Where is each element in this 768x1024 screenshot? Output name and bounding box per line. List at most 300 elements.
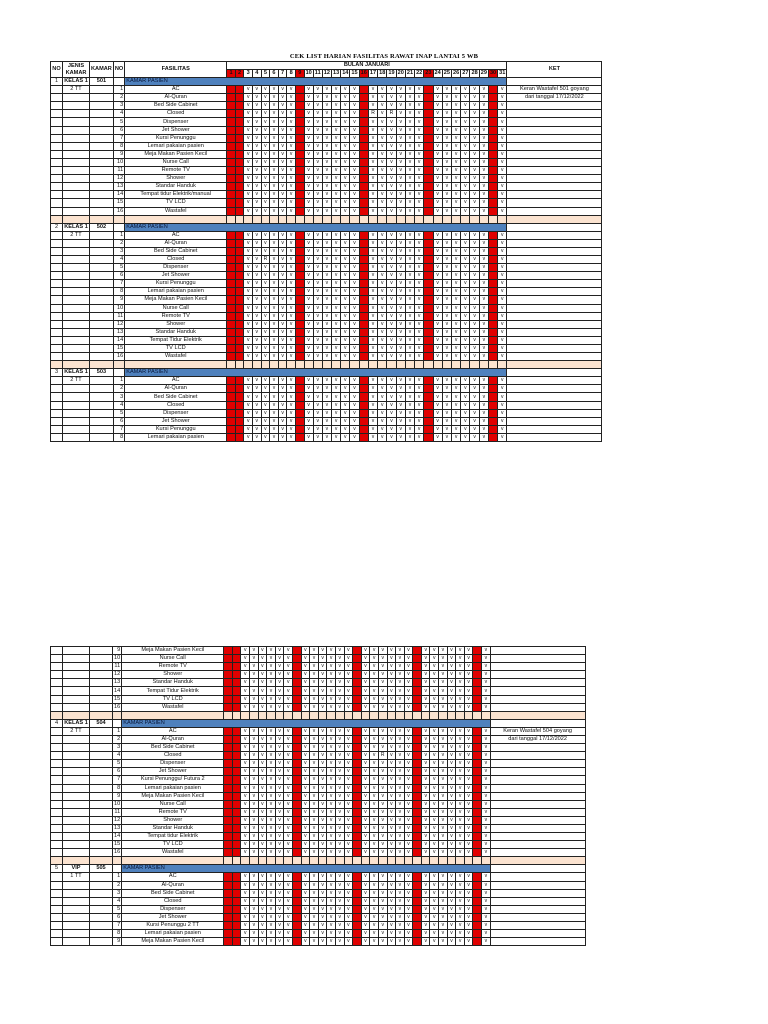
check-mark: v: [331, 288, 340, 296]
check-mark: v: [267, 922, 276, 930]
check-mark: v: [405, 345, 414, 353]
facility-row: [51, 239, 602, 247]
check-mark: v: [368, 94, 377, 102]
check-mark: v: [275, 930, 284, 938]
weekend-cell: [473, 647, 482, 655]
check-mark: v: [270, 110, 279, 118]
check-mark: v: [464, 776, 473, 784]
check-mark: v: [313, 401, 322, 409]
check-mark: v: [261, 110, 270, 118]
spacer-cell: [396, 711, 405, 719]
weekend-cell: [353, 922, 362, 930]
cell: [90, 800, 113, 808]
check-mark: v: [415, 142, 424, 150]
check-mark: v: [335, 849, 344, 857]
check-mark: v: [378, 824, 387, 832]
check-mark: v: [350, 280, 359, 288]
check-mark: v: [378, 312, 387, 320]
cell: [90, 768, 113, 776]
check-mark: v: [287, 126, 296, 134]
check-mark: v: [370, 776, 379, 784]
weekend-cell: [292, 889, 301, 897]
check-mark: v: [370, 816, 379, 824]
ket-cell: [507, 401, 602, 409]
check-mark: v: [350, 353, 359, 361]
spacer-cell: [439, 711, 448, 719]
spacer-cell: [244, 361, 253, 369]
spacer-cell: [442, 361, 451, 369]
check-mark: v: [241, 800, 250, 808]
facility-name: Wastafel: [122, 849, 224, 857]
item-no: 3: [113, 102, 124, 110]
check-mark: v: [461, 126, 470, 134]
weekend-cell: [488, 409, 497, 417]
check-mark: v: [258, 849, 267, 857]
check-mark: v: [344, 873, 353, 881]
check-mark: v: [404, 671, 413, 679]
check-mark: v: [439, 897, 448, 905]
check-mark: v: [439, 784, 448, 792]
check-mark: v: [433, 199, 442, 207]
weekend-cell: [359, 142, 368, 150]
weekend-cell: [359, 110, 368, 118]
check-mark: v: [415, 158, 424, 166]
check-mark: v: [341, 385, 350, 393]
spacer-cell: [335, 857, 344, 865]
spacer-cell: [235, 215, 244, 223]
spacer-cell: [498, 361, 507, 369]
ket-note: dari tanggal 17/12/2022: [507, 94, 602, 102]
cell: [51, 417, 63, 425]
check-mark: v: [439, 663, 448, 671]
cell: [51, 808, 63, 816]
check-mark: v: [322, 425, 331, 433]
check-mark: v: [405, 126, 414, 134]
check-mark: v: [267, 679, 276, 687]
check-mark: v: [470, 385, 479, 393]
weekend-cell: [232, 744, 241, 752]
check-mark: v: [322, 207, 331, 215]
check-mark: v: [415, 183, 424, 191]
check-mark: v: [244, 272, 253, 280]
check-mark: v: [370, 849, 379, 857]
check-mark: v: [387, 679, 396, 687]
check-mark: v: [341, 150, 350, 158]
ket-cell: [490, 841, 585, 849]
check-mark: v: [270, 312, 279, 320]
check-mark: v: [361, 800, 370, 808]
check-mark: v: [405, 385, 414, 393]
spacer-cell: [63, 711, 90, 719]
check-mark: v: [470, 401, 479, 409]
day-header-8: 8: [287, 70, 296, 78]
check-mark: v: [452, 264, 461, 272]
check-mark: v: [278, 118, 287, 126]
check-mark: v: [250, 889, 259, 897]
weekend-cell: [232, 800, 241, 808]
check-mark: v: [430, 655, 439, 663]
check-mark: v: [310, 913, 319, 921]
check-mark: v: [304, 425, 313, 433]
check-mark: v: [267, 735, 276, 743]
facility-row: [51, 288, 602, 296]
check-mark: v: [433, 288, 442, 296]
section-label: KAMAR PASIEN: [125, 78, 507, 86]
check-mark: v: [313, 86, 322, 94]
check-mark: v: [387, 385, 396, 393]
facility-row: [51, 393, 602, 401]
cell: [63, 328, 90, 336]
check-mark: v: [244, 239, 253, 247]
check-mark: v: [310, 776, 319, 784]
weekend-cell: [224, 808, 233, 816]
weekend-cell: [232, 816, 241, 824]
check-mark: v: [387, 288, 396, 296]
check-mark: v: [318, 808, 327, 816]
weekend-cell: [227, 255, 236, 263]
check-mark: v: [433, 345, 442, 353]
spacer-cell: [253, 215, 262, 223]
check-mark: v: [415, 304, 424, 312]
cell: [90, 760, 113, 768]
item-no: 7: [113, 134, 124, 142]
check-mark: v: [261, 296, 270, 304]
check-mark: v: [322, 312, 331, 320]
check-mark: v: [361, 816, 370, 824]
item-no: 8: [113, 784, 122, 792]
check-mark: v: [350, 345, 359, 353]
check-mark: v: [275, 695, 284, 703]
weekend-cell: [292, 752, 301, 760]
check-mark: v: [341, 175, 350, 183]
weekend-cell: [295, 150, 304, 158]
check-mark: v: [327, 913, 336, 921]
check-mark: v: [464, 679, 473, 687]
check-mark: v: [313, 312, 322, 320]
check-mark: v: [278, 320, 287, 328]
check-mark: v: [335, 776, 344, 784]
check-mark: v: [241, 768, 250, 776]
ket-cell: [507, 175, 602, 183]
weekend-cell: [488, 417, 497, 425]
spacer-cell: [270, 361, 279, 369]
check-mark: v: [405, 207, 414, 215]
check-mark: v: [447, 905, 456, 913]
check-mark: v: [241, 735, 250, 743]
check-mark: v: [461, 417, 470, 425]
facility-row: [51, 272, 602, 280]
check-mark: v: [304, 336, 313, 344]
weekend-cell: [353, 816, 362, 824]
facility-row: [51, 110, 602, 118]
check-mark: v: [396, 239, 405, 247]
section-label: KAMAR PASIEN: [125, 223, 507, 231]
check-mark: v: [430, 905, 439, 913]
check-mark: v: [464, 727, 473, 735]
room-kelas: KELAS 1: [64, 78, 88, 85]
check-mark: v: [310, 735, 319, 743]
check-mark: v: [253, 393, 262, 401]
item-no: 5: [113, 409, 124, 417]
check-mark: v: [275, 824, 284, 832]
weekend-cell: [413, 735, 422, 743]
cell: [51, 345, 63, 353]
check-mark: v: [344, 679, 353, 687]
check-mark: v: [341, 425, 350, 433]
check-mark: v: [387, 167, 396, 175]
weekend-cell: [473, 889, 482, 897]
check-mark: v: [439, 735, 448, 743]
day-header-20: 20: [397, 70, 404, 76]
check-mark: v: [258, 800, 267, 808]
check-mark: v: [284, 744, 293, 752]
check-mark: v: [433, 231, 442, 239]
weekend-cell: [413, 768, 422, 776]
weekend-cell: [224, 873, 233, 881]
check-mark: v: [331, 247, 340, 255]
check-mark: v: [387, 175, 396, 183]
check-mark: v: [447, 784, 456, 792]
check-mark: v: [331, 264, 340, 272]
check-mark: v: [404, 744, 413, 752]
weekend-cell: [232, 930, 241, 938]
check-mark: v: [287, 199, 296, 207]
check-mark: v: [378, 280, 387, 288]
check-mark: v: [350, 264, 359, 272]
check-mark: v: [470, 272, 479, 280]
check-mark: v: [322, 199, 331, 207]
check-mark: v: [387, 417, 396, 425]
check-mark: v: [378, 417, 387, 425]
spacer-cell: [370, 711, 379, 719]
check-mark: v: [278, 401, 287, 409]
facility-row: [51, 264, 602, 272]
check-mark: v: [368, 320, 377, 328]
check-mark: v: [396, 671, 405, 679]
ket-cell: [490, 768, 585, 776]
check-mark: v: [439, 873, 448, 881]
check-mark: v: [270, 191, 279, 199]
check-mark: v: [482, 897, 491, 905]
check-mark: v: [378, 776, 387, 784]
check-mark: v: [452, 158, 461, 166]
ket-cell: [490, 800, 585, 808]
cell: [63, 183, 90, 191]
weekend-cell: [359, 183, 368, 191]
weekend-cell: [292, 695, 301, 703]
check-mark: v: [421, 849, 430, 857]
check-mark: v: [378, 345, 387, 353]
cell: [90, 752, 113, 760]
check-mark: v: [261, 328, 270, 336]
check-mark: v: [447, 897, 456, 905]
check-mark: v: [461, 102, 470, 110]
check-mark: v: [275, 768, 284, 776]
check-mark: v: [313, 110, 322, 118]
check-mark: v: [404, 881, 413, 889]
weekend-cell: [359, 207, 368, 215]
check-mark: v: [433, 191, 442, 199]
room-no: 2: [51, 223, 63, 231]
weekend-cell: [232, 655, 241, 663]
check-mark: v: [241, 647, 250, 655]
check-mark: v: [456, 792, 465, 800]
cell: [63, 288, 90, 296]
check-mark: v: [415, 425, 424, 433]
check-mark: v: [415, 393, 424, 401]
check-mark: v: [318, 703, 327, 711]
weekend-cell: [353, 647, 362, 655]
weekend-cell: [424, 320, 433, 328]
weekend-cell: [473, 930, 482, 938]
weekend-cell: [413, 647, 422, 655]
check-mark: v: [350, 385, 359, 393]
weekend-cell: [224, 647, 233, 655]
spacer-cell: [452, 215, 461, 223]
check-mark: v: [442, 433, 451, 441]
check-mark: v: [387, 134, 396, 142]
cell: [90, 296, 114, 304]
check-mark: v: [258, 873, 267, 881]
weekend-cell: [295, 264, 304, 272]
check-mark: v: [396, 663, 405, 671]
check-mark: v: [261, 425, 270, 433]
check-mark: v: [250, 671, 259, 679]
check-mark: v: [350, 377, 359, 385]
check-mark: v: [415, 126, 424, 134]
check-mark: v: [258, 784, 267, 792]
check-mark: v: [301, 735, 310, 743]
weekend-cell: [227, 296, 236, 304]
check-mark: v: [387, 881, 396, 889]
check-mark: v: [405, 264, 414, 272]
weekend-cell: [292, 768, 301, 776]
check-mark: v: [270, 142, 279, 150]
check-mark: v: [405, 272, 414, 280]
check-mark: v: [322, 126, 331, 134]
check-mark: v: [396, 792, 405, 800]
spacer-cell: [452, 361, 461, 369]
check-mark: v: [498, 175, 507, 183]
cell: [63, 889, 90, 897]
spacer-cell: [433, 215, 442, 223]
weekend-cell: [473, 849, 482, 857]
cell: [90, 304, 114, 312]
weekend-cell: [473, 752, 482, 760]
weekend-cell: [353, 695, 362, 703]
spacer-cell: [304, 215, 313, 223]
check-mark: v: [479, 94, 488, 102]
ket-cell: [507, 377, 602, 385]
check-mark: v: [250, 655, 259, 663]
check-mark: v: [447, 687, 456, 695]
check-mark: v: [304, 86, 313, 94]
item-no: 5: [113, 264, 124, 272]
check-mark: v: [335, 647, 344, 655]
facility-row: [51, 142, 602, 150]
cell: [51, 671, 63, 679]
spacer-cell: [267, 711, 276, 719]
check-mark: v: [461, 142, 470, 150]
check-mark: v: [244, 393, 253, 401]
check-mark: v: [387, 158, 396, 166]
check-mark: v: [341, 102, 350, 110]
check-mark: v: [498, 409, 507, 417]
check-mark: v: [335, 687, 344, 695]
weekend-cell: [224, 752, 233, 760]
check-mark: v: [433, 280, 442, 288]
check-mark: v: [275, 744, 284, 752]
check-mark: v: [335, 897, 344, 905]
check-mark: v: [278, 296, 287, 304]
facility-row: [51, 401, 602, 409]
spacer-cell: [232, 857, 241, 865]
weekend-cell: [488, 150, 497, 158]
day-header-15: 15: [351, 70, 358, 76]
check-mark: v: [284, 881, 293, 889]
check-mark: v: [318, 922, 327, 930]
check-mark: v: [258, 727, 267, 735]
check-mark: v: [405, 288, 414, 296]
check-mark: v: [479, 191, 488, 199]
weekend-cell: [488, 239, 497, 247]
check-mark: v: [284, 913, 293, 921]
check-mark: v: [322, 134, 331, 142]
check-mark: v: [331, 142, 340, 150]
facility-row: [51, 150, 602, 158]
cell: [63, 175, 90, 183]
check-mark: v: [433, 409, 442, 417]
check-mark: v: [452, 126, 461, 134]
cell: [90, 102, 114, 110]
ket-cell: [507, 183, 602, 191]
check-mark: v: [387, 425, 396, 433]
check-mark: v: [368, 328, 377, 336]
cell: [51, 409, 63, 417]
check-mark: v: [470, 86, 479, 94]
weekend-cell: [232, 727, 241, 735]
check-mark: v: [301, 776, 310, 784]
check-mark: v: [396, 247, 405, 255]
check-mark: v: [387, 320, 396, 328]
weekend-cell: [235, 385, 244, 393]
weekend-cell: [232, 833, 241, 841]
cell: [51, 816, 63, 824]
check-mark: v: [470, 353, 479, 361]
check-mark: v: [250, 744, 259, 752]
weekend-cell: [292, 800, 301, 808]
header-kamar: KAMAR: [90, 62, 114, 78]
check-mark: v: [310, 897, 319, 905]
weekend-cell: [424, 377, 433, 385]
facility-row: [51, 377, 602, 385]
check-mark: v: [433, 247, 442, 255]
spacer-cell: [261, 215, 270, 223]
check-mark: v: [313, 231, 322, 239]
cell: [63, 816, 90, 824]
weekend-cell: [488, 401, 497, 409]
check-mark: v: [421, 735, 430, 743]
facility-row: [51, 304, 602, 312]
check-mark: v: [405, 336, 414, 344]
check-mark: v: [335, 792, 344, 800]
check-mark: v: [498, 191, 507, 199]
facility-name: Standar Handuk: [125, 183, 227, 191]
check-mark: v: [470, 328, 479, 336]
weekend-cell: [232, 913, 241, 921]
check-mark: v: [287, 231, 296, 239]
check-mark: v: [421, 695, 430, 703]
